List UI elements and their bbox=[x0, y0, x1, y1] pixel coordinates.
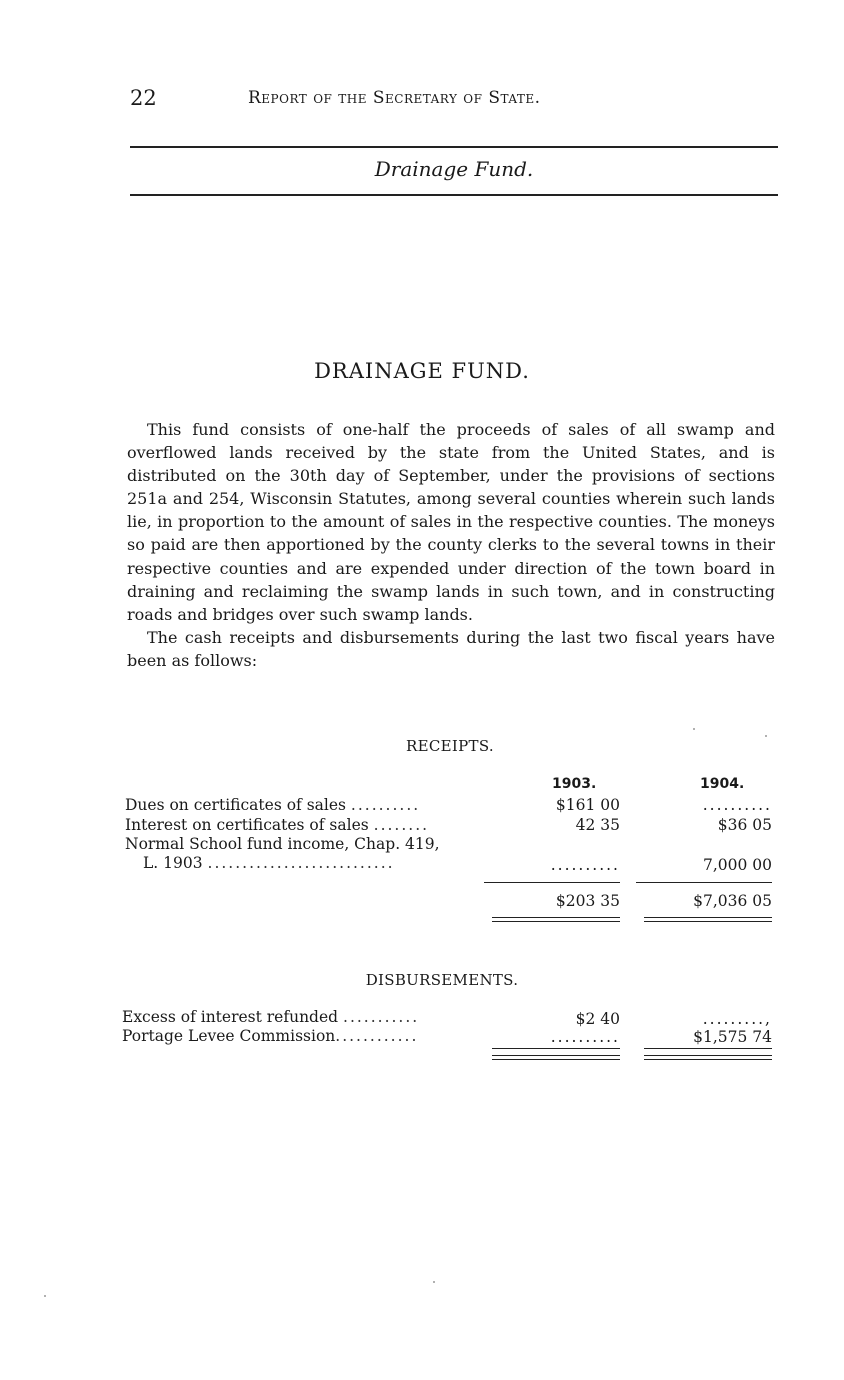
table-cell-1903: .......... bbox=[550, 1028, 620, 1046]
table-cell-1904: 7,000 00 bbox=[702, 856, 772, 874]
table-cell-1904: .......... bbox=[702, 796, 772, 814]
total-rule-1903 bbox=[484, 882, 620, 883]
header-rule-bottom bbox=[130, 194, 778, 196]
table-row-label: Normal School fund income, Chap. 419, bbox=[125, 835, 440, 853]
double-rule-1904 bbox=[644, 1055, 772, 1060]
section-title: DRAINAGE FUND. bbox=[314, 359, 530, 383]
table-cell-1904: $1,575 74 bbox=[693, 1028, 772, 1046]
paragraph: The cash receipts and disbursements during the last two fiscal years have been as follows: bbox=[127, 627, 775, 670]
total-1903: $203 35 bbox=[555, 892, 620, 910]
table-row-label: Interest on certificates of sales ........ bbox=[125, 816, 430, 834]
section-subhead: Drainage Fund. bbox=[374, 157, 534, 181]
paragraph: This fund consists of one-half the proceeds of sales of all swamp and overflowed lands received by the state from the United States, and is distributed on the 30th day of September, under the provisions of sections 251a and 254, Wisconsin Statutes, among several counties wherein such lands lie, in proportion to the amount of sales in the respective counties. The moneys so paid are then apportioned by the county clerks to the several towns in their respective counties and are expended under direction of the town board in draining and reclaiming the swamp lands in such town, and in constructing roads and bridges over such swamp lands. bbox=[127, 420, 775, 624]
receipts-heading: RECEIPTS. bbox=[406, 737, 494, 755]
table-row-label: Dues on certificates of sales .......... bbox=[125, 796, 421, 814]
disbursements-heading: DISBURSEMENTS. bbox=[365, 971, 519, 989]
total-rule-1903 bbox=[492, 1048, 620, 1049]
table-cell-1903: $2 40 bbox=[575, 1010, 620, 1028]
total-1904: $7,036 05 bbox=[693, 892, 772, 910]
paper-speck bbox=[693, 728, 695, 730]
table-cell-1903: $161 00 bbox=[555, 796, 620, 814]
column-header-1904: 1904. bbox=[700, 776, 745, 792]
double-rule-1903 bbox=[492, 1055, 620, 1060]
header-rule-top bbox=[130, 146, 778, 148]
paper-speck bbox=[433, 1281, 435, 1283]
body-text bbox=[127, 418, 775, 672]
table-cell-1904: ........., bbox=[702, 1010, 772, 1028]
table-row-label: Excess of interest refunded ........... bbox=[122, 1008, 420, 1026]
total-rule-1904 bbox=[644, 1048, 772, 1049]
column-header-1903: 1903. bbox=[552, 776, 597, 792]
page-number: 22 bbox=[130, 86, 157, 110]
running-title: Report of the Secretary of State. bbox=[248, 88, 541, 108]
running-head bbox=[128, 86, 778, 116]
total-rule-1904 bbox=[636, 882, 772, 883]
double-rule-1903 bbox=[492, 917, 620, 922]
double-rule-1904 bbox=[644, 917, 772, 922]
table-cell-1903: 42 35 bbox=[575, 816, 620, 834]
table-cell-1903: .......... bbox=[550, 856, 620, 874]
paper-speck bbox=[765, 735, 767, 737]
table-cell-1904: $36 05 bbox=[717, 816, 772, 834]
table-row-label-continued: L. 1903 ........................... bbox=[143, 854, 395, 872]
table-row-label: Portage Levee Commission............ bbox=[122, 1027, 419, 1045]
paper-speck bbox=[44, 1295, 46, 1297]
